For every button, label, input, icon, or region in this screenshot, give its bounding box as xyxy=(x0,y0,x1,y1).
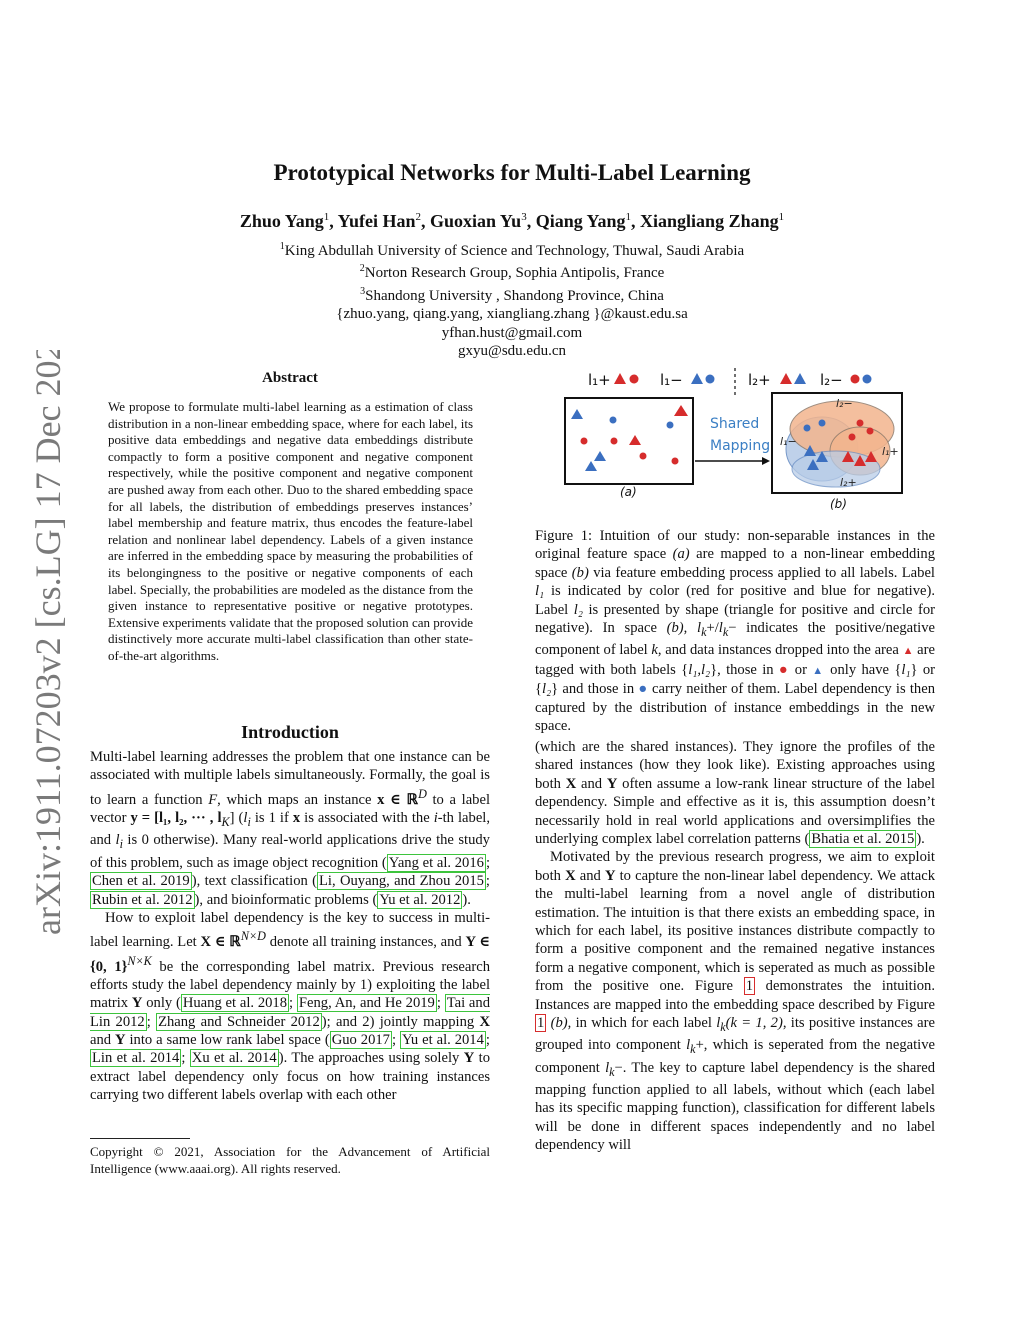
red-circle-icon xyxy=(611,438,618,445)
figure-1 xyxy=(560,365,940,515)
figure-ref-link[interactable]: 1 xyxy=(537,1015,545,1032)
panel-a-label: (a) xyxy=(620,485,637,499)
abstract-body: We propose to formulate multi-label learning as a estimation of class distribution in a non-linear embedding space, where for each label, its positive data embeddings and negative data embeddings distribute compactly to form a positive component and negative component respectively, while the positive component and negative component are pushed away from each other. Duo to the shared embedding space for all labels, the distribution of embeddings preserves instances’ label membership and feature matrix, thus encodes the feature-label relation and nonlinear label dependency. Labels of a given instance are inferred in the embedding space by measuring the probabilities of its belongingness to the positive or negative components of each label. Specially, the probabilities are modeled as the distance from the given instance to representative positive or negative prototypes. Extensive experiments validate that the proposed solution can provide distinctively more accurate multi-label classification than other state-of-the-art algorithms. xyxy=(108,399,473,663)
email-line: yfhan.hust@gmail.com xyxy=(441,324,583,341)
region-label-l1-neg: l₁− xyxy=(780,435,797,448)
citation-link[interactable]: Xu et al. 2014 xyxy=(191,1050,277,1067)
legend-l2-pos: l₂+ xyxy=(748,371,771,389)
red-circle-icon xyxy=(640,453,647,460)
blue-circle-icon xyxy=(610,417,617,424)
red-triangle-icon xyxy=(614,373,626,384)
citation-link[interactable]: Chen et al. 2019 xyxy=(92,873,190,890)
email-line: gxyu@sdu.edu.cn xyxy=(458,343,566,360)
affiliation-line: $^1$King Abdullah University of Science and Technology, Thuwal, Saudi Arabia xyxy=(279,241,745,259)
blue-triangle-icon: ▲ xyxy=(812,664,825,677)
blue-circle-icon xyxy=(667,422,674,429)
author: Xiangliang Zhang$^1$ xyxy=(640,211,785,231)
copyright-footnote: Copyright © 2021, Association for the Advancement of Artificial Intelligence (www.aaai.org). All rights reserved. xyxy=(90,1144,490,1176)
introduction-heading: Introduction xyxy=(241,722,339,742)
email-line: {zhuo.yang, qiang.yang, xiangliang.zhang }@kaust.edu.sa xyxy=(336,306,688,323)
arrow-label-shared: Shared xyxy=(710,416,760,432)
figure-ref-link[interactable]: 1 xyxy=(745,978,753,995)
caption-text: Figure 1: Intuition of our study: non-separable instances in the original feature space (a) are mapped to a non-linear embedding space (b) via feature embedding process applied to all labels. Label l₁ is indicated by color (red for positive and blue for negative). Label l₂ is presented by shape (triangle for positive and circle for negative). In space (b), $l_k+/l_k-$ indicates the positive/negative component of label k, and data instances dropped into the area ▲ are tagged with both labels {l₁,l₂}, those in ● or ▲ only have {l₁} or {l₂} and those in ● carry neither of them. Label dependency is then captured by the distribution of instance embeddings in the new space. xyxy=(535,528,936,734)
red-triangle-icon xyxy=(780,373,792,384)
legend-l1-pos: l₁+ xyxy=(588,371,611,389)
red-circle-icon xyxy=(857,420,864,427)
abstract-heading: Abstract xyxy=(262,370,318,386)
red-circle-icon xyxy=(672,458,679,465)
blue-circle-icon xyxy=(706,375,715,384)
region-label-l2-pos: l₂+ xyxy=(840,476,857,489)
arxiv-stamp xyxy=(14,350,74,940)
panel-b-label: (b) xyxy=(830,497,847,511)
paragraph: How to exploit label dependency is the key to success in multi-label learning. Let X ∈ ℝ$^{N\times D}$ denote all training instances, and Y ∈ {0, 1}$^{N\times K}$ be the corresponding label matrix. Previous research efforts study the label dependency mainly by 1) exploiting the label matrix Y only ( Huang et al. 2018 ; Feng, An, and He 2019 ; Tai and Lin 2012 ; Zhang and Schneider 2012 ); and 2) jointly mapping X and Y into a same low rank label space ( Guo 2017 ; Yu et al. 2014 ; Lin et al. 2014 ; Xu et al. 2014 ). The approaches using solely Y to extract label dependency only focus on how training instances carrying two different labels overlap with each other xyxy=(90,909,491,1104)
red-circle-icon xyxy=(851,375,860,384)
citation-link[interactable]: Li, Ouyang, and Zhou 2015 xyxy=(319,873,484,890)
blue-circle-icon xyxy=(819,420,826,427)
region-label-l1-pos: l₁+ xyxy=(882,445,899,458)
citation-link[interactable]: Lin et al. 2014 xyxy=(92,1050,180,1067)
citation-link[interactable]: Zhang and Schneider 2012 xyxy=(158,1013,320,1030)
red-circle-icon xyxy=(849,434,856,441)
arrow-label-mapping: Mapping xyxy=(710,438,771,454)
paper-title: Prototypical Networks for Multi-Label Learning xyxy=(273,160,751,185)
blue-circle-icon xyxy=(863,375,872,384)
region-label-l2-neg: l₂− xyxy=(836,397,853,410)
red-circle-icon xyxy=(630,375,639,384)
author: Zhuo Yang$^1$ xyxy=(239,211,330,231)
legend-l2-neg: l₂− xyxy=(820,371,843,389)
paragraph: (which are the shared instances). They ignore the profiles of the shared instances (how they look like). Existing approaches using both X and Y often assume a low-rank linear structure of the label dependency. Simple and effective as it is, this assumption doesn’t necessarily hold in real world applications and oversimplifies the underlying complex label correlation patterns ( Bhatia et al. 2015 ). xyxy=(535,739,936,848)
paragraph: Multi-label learning addresses the problem that one instance can be associated with multiple labels simultaneously. Formally, the goal is to learn a function F, which maps an instance x ∈ ℝ$^D$ to a label vector y = [l₁, l₂, ··· , $l_K$] ($l_i$ is 1 if x is associated with the i-th label, and $l_i$ is 0 otherwise). Many real-world applications drive the study of this problem, such as image object recognition ( Yang et al. 2016 ; Chen et al. 2019 ), text classification ( Li, Ouyang, and Zhou 2015 ; Rubin et al. 2012 ), and bioinformatic problems ( Yu et al. 2012 ). xyxy=(90,749,491,908)
author: Yufei Han$^2$ xyxy=(337,211,421,231)
author-list: Zhuo Yang$^1$, Yufei Han$^2$, Guoxian Yu$^3$, Qiang Yang$^1$, Xiangliang Zhang$^1$ xyxy=(239,211,785,231)
figure-1-diagram xyxy=(560,365,940,515)
footnote-rule xyxy=(90,1138,190,1139)
blue-circle-icon xyxy=(804,425,811,432)
red-circle-icon xyxy=(581,438,588,445)
citation-link[interactable]: Tai and Lin 2012 xyxy=(90,995,490,1030)
blue-triangle-icon xyxy=(691,373,703,384)
introduction-body xyxy=(90,748,490,1105)
red-circle-icon: ● xyxy=(778,661,790,678)
author: Guoxian Yu$^3$ xyxy=(429,211,527,231)
legend-l1-neg: l₁− xyxy=(660,371,683,389)
l2-pos-region xyxy=(792,451,880,487)
citation-link[interactable]: Rubin et al. 2012 xyxy=(92,891,193,908)
citation-link[interactable]: Yu et al. 2014 xyxy=(401,1032,484,1049)
right-column-body xyxy=(535,738,935,1155)
affiliation-line: $^3$Shandong University , Shandong Province, China xyxy=(360,285,664,304)
citation-link[interactable]: Yu et al. 2012 xyxy=(379,891,461,908)
arxiv-stamp-text: arXiv:1911.07203v2 [cs.LG] 17 Dec 2020 xyxy=(28,350,68,935)
citation-link[interactable]: Huang et al. 2018 xyxy=(182,995,288,1012)
affiliations xyxy=(0,238,1024,360)
red-circle-icon xyxy=(867,428,874,435)
blue-triangle-icon xyxy=(794,373,806,384)
paragraph: Motivated by the previous research progress, we aim to exploit both X and Y to capture the non-linear label dependency. We attack the multi-label learning from a novel angle of distribution estimation. The intuition is that there exists an embedding space, in which for each label, its positive instances distribute compactly to form a positive component and the remained negative instances form a negative component, which is seperated as much as possible from the positive one. Figure 1 demonstrates the intuition. Instances are mapped into the embedding space described by Figure 1 (b), in which for each label $l_k(k = 1$, 2), its positive instances are grouped into component $l_k+$, which is seperated from the negative component $l_k-$. The key to capture label dependency is the shared mapping function applied to all labels, without which (each label has its specific mapping function), classification for different labels will be done in different spaces independently and no label dependency will xyxy=(535,849,935,1154)
author: Qiang Yang$^1$ xyxy=(535,211,632,231)
citation-link[interactable]: Bhatia et al. 2015 xyxy=(811,831,915,848)
arrow-head-icon xyxy=(762,457,770,465)
affiliation-line: $^2$Norton Research Group, Sophia Antipolis, France xyxy=(359,263,665,282)
red-triangle-icon: ▲ xyxy=(902,645,914,658)
citation-link[interactable]: Guo 2017 xyxy=(331,1032,390,1049)
blue-circle-icon: ● xyxy=(638,681,648,698)
citation-link[interactable]: Yang et al. 2016 xyxy=(388,854,484,871)
citation-link[interactable]: Feng, An, and He 2019 xyxy=(298,995,435,1012)
figure-1-caption xyxy=(535,527,935,735)
